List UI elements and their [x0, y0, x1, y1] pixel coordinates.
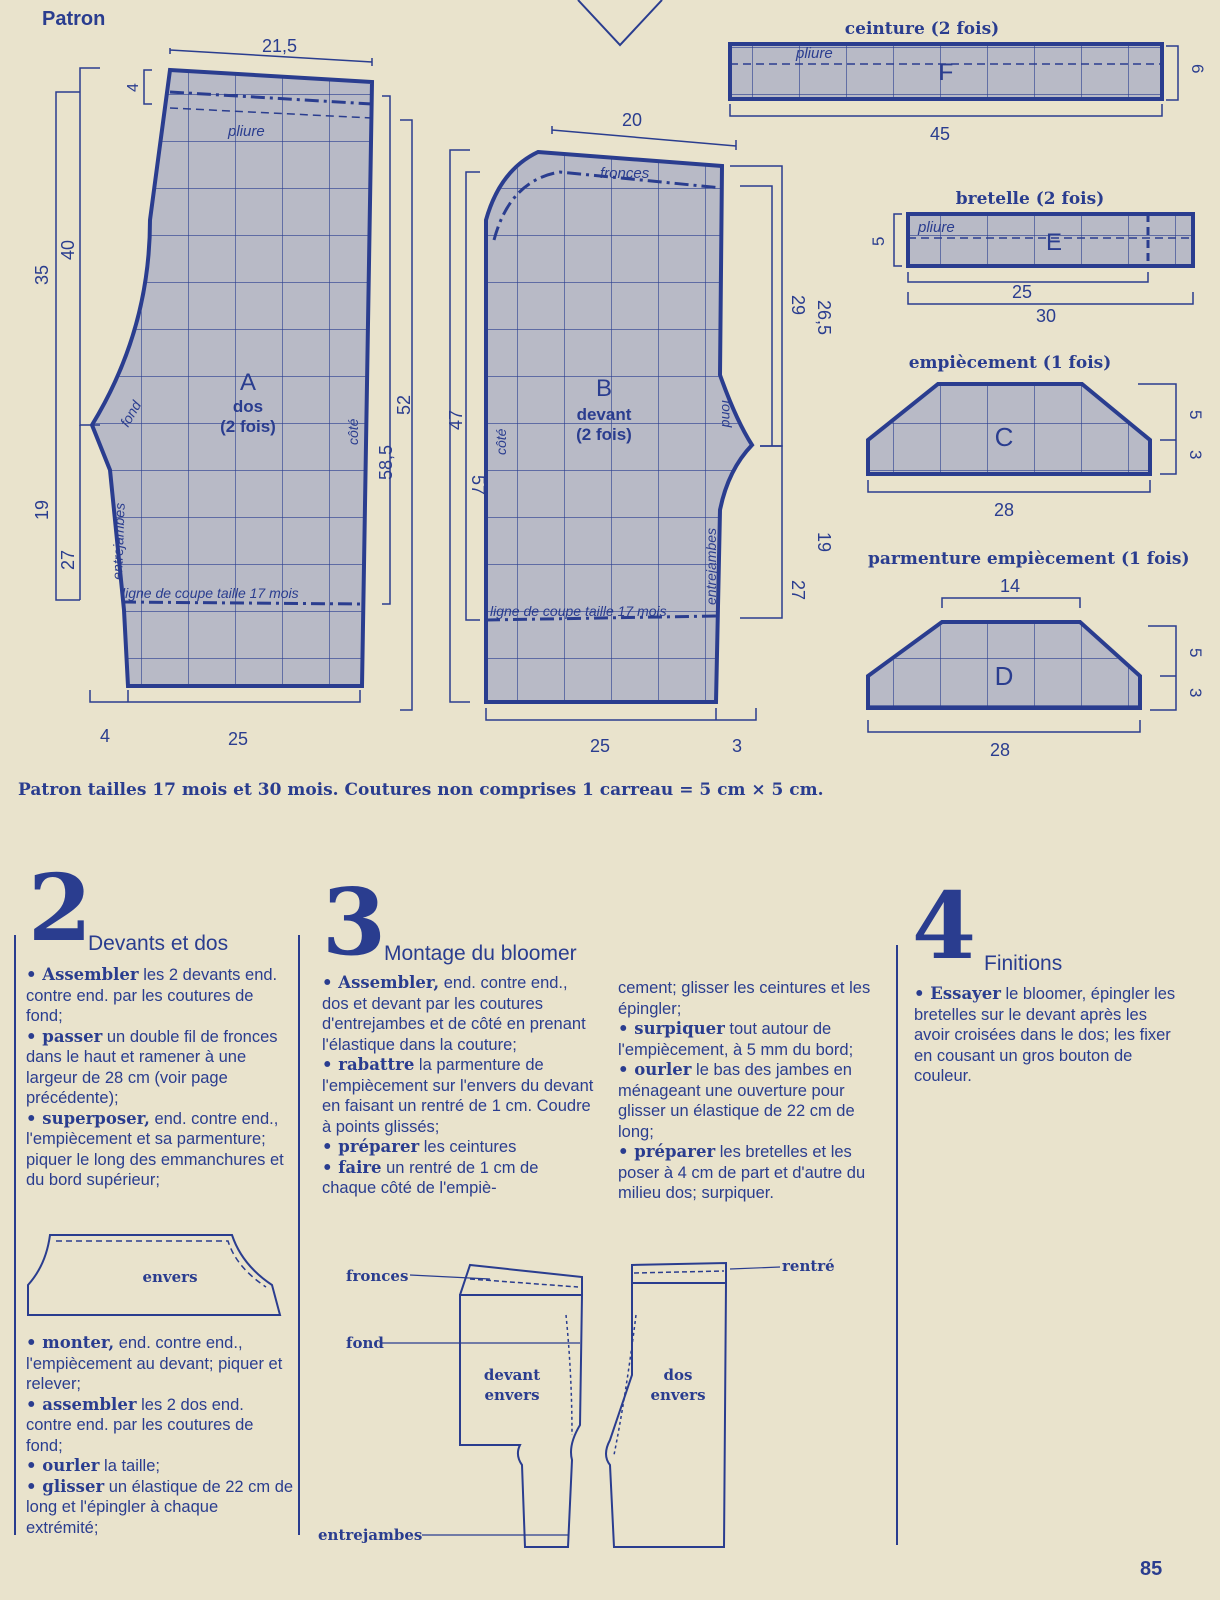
- dim-a-bottom-left: 4: [100, 726, 111, 746]
- dim-b-left-outer: 47: [446, 409, 466, 430]
- piece-d-letter: D: [994, 661, 1014, 691]
- piece-a-cutline: ligne de coupe taille 17 mois: [122, 585, 299, 601]
- dim-b-right-low-inner: 27: [788, 580, 808, 601]
- step-3-text-right: cement; glisser les ceintures et les épingler; • surpiquer tout autour de l'empiècement, à 5 mm du bord; • ourler le bas des jambes en ménageant une ouverture pour glisser un élastique de 22 cm de long; • préparer les bretelles et les poser à 4 cm de part et d'autre du milieu dos; surpiquer.: [618, 979, 871, 1202]
- page-number: 85: [1140, 1558, 1163, 1580]
- dim-a-bottom: 25: [228, 729, 249, 749]
- step-2-figure-label: envers: [142, 1268, 198, 1286]
- piece-e-pliure: pliure: [918, 219, 955, 236]
- dim-c-h1: 5: [1186, 410, 1205, 420]
- piece-a-pliure: pliure: [228, 123, 265, 140]
- dim-c-h2: 3: [1186, 450, 1205, 460]
- step-2-text-continued: • monter, end. contre end., l'empiècement au devant; piquer et relever; • assembler les 2 dos end. contre end. par les coutures de fond; • ourler la taille; • glisser un élastique de 22 cm de long et l'épingler à chaque extrémité;: [26, 1333, 294, 1537]
- dim-b-right-low-outer: 19: [814, 532, 834, 553]
- piece-a-letter: A: [239, 369, 257, 396]
- piece-f-pliure: pliure: [796, 45, 833, 62]
- header-ornament: [578, 0, 662, 45]
- dim-a-fold: 4: [125, 83, 142, 92]
- dim-a-left-low-inner: 27: [58, 549, 78, 570]
- assembly-figure: [310, 1255, 870, 1555]
- step-4-number: 4: [912, 872, 977, 980]
- piece-b-fronces: fronces: [600, 165, 650, 182]
- dim-b-left-inner: 57: [468, 475, 488, 496]
- piece-a-name: dos: [232, 397, 264, 416]
- dim-a-right-inner: 52: [394, 394, 414, 415]
- dim-b-bottom-right: 3: [732, 736, 743, 756]
- piece-f-letter: F: [938, 59, 954, 86]
- piece-b-cutline: ligne de coupe taille 17 mois: [490, 603, 667, 619]
- fig-dos-1: dos: [663, 1366, 693, 1384]
- fig-devant-1: devant: [483, 1366, 541, 1384]
- piece-e-letter: E: [1045, 229, 1063, 256]
- dim-b-top: 20: [622, 110, 643, 130]
- dim-e-outer: 30: [1036, 306, 1057, 326]
- column-divider: [298, 935, 300, 1535]
- piece-c-title: empiècement (1 fois): [908, 353, 1112, 373]
- step-3-title: Montage du bloomer: [384, 942, 577, 965]
- step-2-number: 2: [28, 854, 93, 962]
- column-divider: [896, 945, 898, 1545]
- piece-a-fond: fond: [116, 397, 145, 430]
- fig-entrejambes: entrejambes: [318, 1526, 423, 1544]
- piece-e-title: bretelle (2 fois): [955, 189, 1105, 209]
- dim-a-top: 21,5: [262, 36, 298, 56]
- fig-devant-2: envers: [484, 1386, 540, 1404]
- piece-b-fond: fond: [719, 400, 735, 428]
- dim-d-width: 28: [990, 740, 1011, 760]
- step-3-text-left: • Assembler, end. contre end., dos et devant par les coutures d'entrejambes et de côté en prenant l'élastique dans la couture; • rabattre la parmenture de l'empiècement sur l'envers du devant en faisant un rentré de 1 cm. Coudre à points glissés; • préparer les ceintures • faire un rentré de 1 cm de chaque côté de l'empiè-: [322, 973, 594, 1197]
- piece-b-entrejambes: entrejambes: [703, 527, 719, 605]
- pattern-caption: Patron tailles 17 mois et 30 mois. Coutures non comprises 1 carreau = 5 cm × 5 cm.: [18, 780, 824, 800]
- step-3-number: 3: [322, 868, 387, 976]
- piece-c-letter: C: [994, 422, 1014, 452]
- fig-dos-2: envers: [650, 1386, 706, 1404]
- piece-a-entrejambes: entrejambes: [109, 502, 128, 581]
- dim-d-h1: 5: [1186, 648, 1205, 658]
- dim-e-inner: 25: [1012, 282, 1033, 302]
- fig-rentre: rentré: [782, 1257, 835, 1275]
- dim-b-right-inner: 29: [788, 295, 808, 316]
- dim-b-bottom: 25: [590, 736, 611, 756]
- step-2-figure: [22, 1225, 282, 1325]
- step-4-text: • Essayer le bloomer, épingler les bretelles sur le devant après les avoir croisées dans le dos; les fixer en cousant un gros bouton de couleur.: [914, 984, 1176, 1085]
- step-4-title: Finitions: [984, 952, 1063, 975]
- page-header: Patron: [42, 8, 106, 30]
- dim-e-height: 5: [869, 236, 888, 246]
- piece-b-count: (2 fois): [576, 425, 632, 444]
- fig-fronces: fronces: [346, 1267, 409, 1285]
- piece-b-letter: B: [595, 375, 613, 402]
- dim-b-right-outer: 26,5: [814, 300, 834, 336]
- piece-b-cote: côté: [493, 428, 509, 455]
- piece-a-count: (2 fois): [220, 417, 276, 436]
- piece-a-cote: côté: [345, 418, 361, 445]
- dim-d-h2: 3: [1186, 688, 1205, 698]
- fig-fond: fond: [346, 1334, 384, 1352]
- piece-d-title: parmenture empiècement (1 fois): [868, 549, 1190, 569]
- dim-d-top: 14: [1000, 576, 1021, 596]
- piece-b-name: devant: [576, 405, 632, 424]
- pattern-diagram: [0, 0, 1220, 780]
- dim-f-height: 6: [1188, 64, 1207, 74]
- column-divider: [14, 935, 16, 1535]
- piece-f-title: ceinture (2 fois): [844, 19, 1000, 39]
- dim-a-right-outer: 58,5: [376, 444, 396, 480]
- dim-a-left-low-outer: 19: [32, 499, 52, 520]
- step-2-title: Devants et dos: [88, 932, 229, 955]
- dim-c-width: 28: [994, 500, 1015, 520]
- dim-a-left-inner: 40: [58, 239, 78, 260]
- step-2-text: • Assembler les 2 devants end. contre end. par les coutures de fond; • passer un double fil de fronces dans le haut et ramener à une largeur de 28 cm (voir page précédente); • superposer, end. contre end., l'empiècement et sa parmenture; piquer le long des emmanchures et du bord supérieur;: [26, 965, 284, 1189]
- dim-f-width: 45: [930, 124, 951, 144]
- dim-a-left-outer: 35: [32, 264, 52, 285]
